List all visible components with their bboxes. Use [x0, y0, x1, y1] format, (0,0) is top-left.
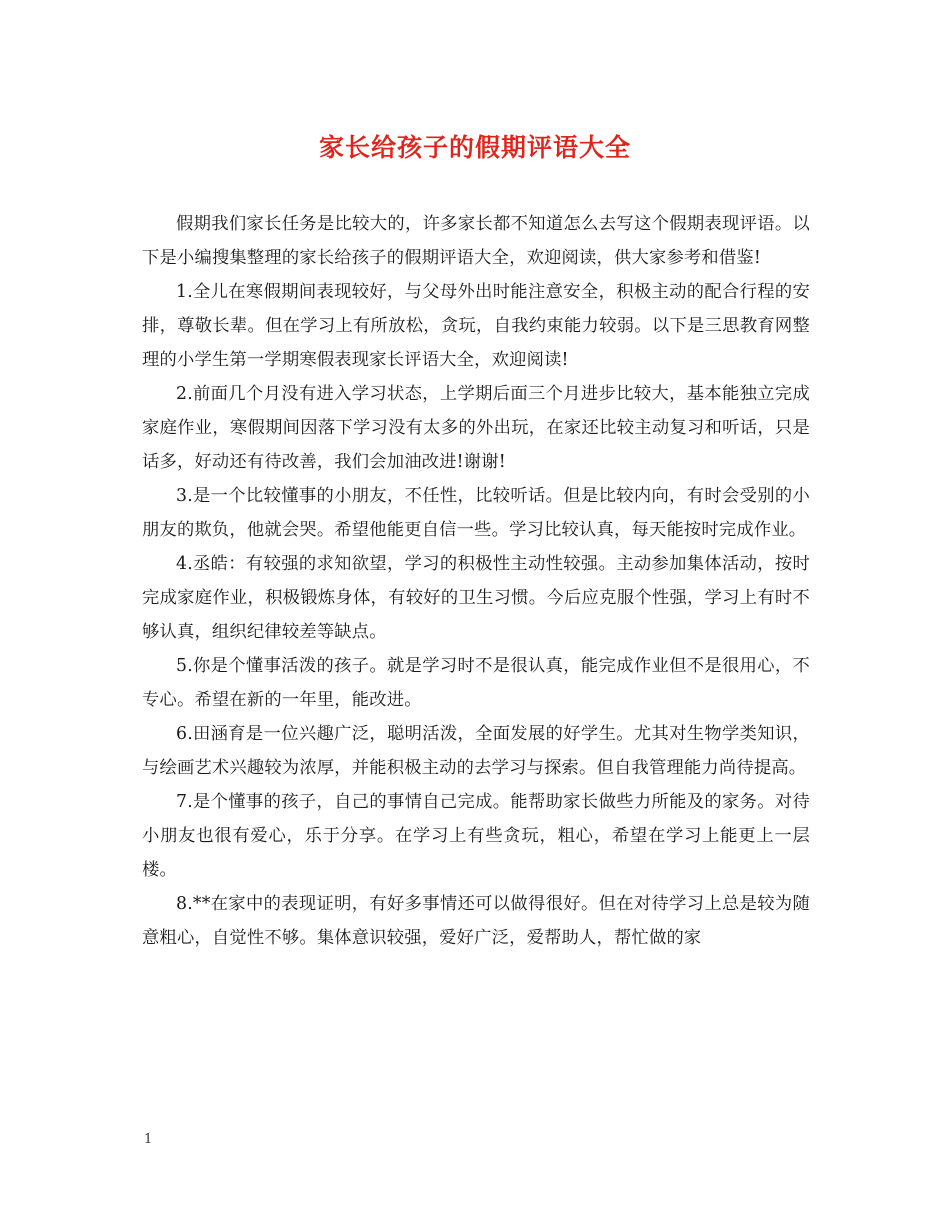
comment-paragraph-6: 6.田涵育是一位兴趣广泛，聪明活泼，全面发展的好学生。尤其对生物学类知识，与绘画艺术兴趣较为浓厚，并能积极主动的去学习与探索。但自我管理能力尚待提高。	[142, 724, 810, 778]
comment-paragraph-2: 2.前面几个月没有进入学习状态，上学期后面三个月进步比较大，基本能独立完成家庭作业，寒假期间因落下学习没有太多的外出玩，在家还比较主动复习和听话，只是话多，好动还有待改善，我们会加油改进!谢谢!	[142, 384, 810, 472]
comment-paragraph-4: 4.丞皓：有较强的求知欲望，学习的积极性主动性较强。主动参加集体活动，按时完成家庭作业，积极锻炼身体，有较好的卫生习惯。今后应克服个性强，学习上有时不够认真，组织纪律较差等缺点。	[142, 554, 810, 642]
comment-paragraph-3: 3.是一个比较懂事的小朋友，不任性，比较听话。但是比较内向，有时会受别的小朋友的欺负，他就会哭。希望他能更自信一些。学习比较认真，每天能按时完成作业。	[142, 486, 810, 540]
comment-paragraph-7: 7.是个懂事的孩子，自己的事情自己完成。能帮助家长做些力所能及的家务。对待小朋友也很有爱心，乐于分享。在学习上有些贪玩，粗心，希望在学习上能更上一层楼。	[142, 792, 810, 880]
document-body	[142, 207, 810, 955]
comment-paragraph-5: 5.你是个懂事活泼的孩子。就是学习时不是很认真，能完成作业但不是很用心，不专心。希望在新的一年里，能改进。	[142, 656, 810, 710]
comment-paragraph-1: 1.全儿在寒假期间表现较好，与父母外出时能注意安全，积极主动的配合行程的安排，尊敬长辈。但在学习上有所放松，贪玩，自我约束能力较弱。以下是三思教育网整理的小学生第一学期寒假表现家长评语大全，欢迎阅读!	[142, 282, 810, 370]
comment-paragraph-8: 8.**在家中的表现证明，有好多事情还可以做得很好。但在对待学习上总是较为随意粗心，自觉性不够。集体意识较强，爱好广泛，爱帮助人，帮忙做的家	[142, 894, 810, 948]
document-title: 家长给孩子的假期评语大全	[318, 133, 631, 162]
intro-paragraph: 假期我们家长任务是比较大的，许多家长都不知道怎么去写这个假期表现评语。以下是小编搜集整理的家长给孩子的假期评语大全，欢迎阅读，供大家参考和借鉴!	[142, 214, 810, 268]
page-number: 1	[144, 1132, 153, 1147]
